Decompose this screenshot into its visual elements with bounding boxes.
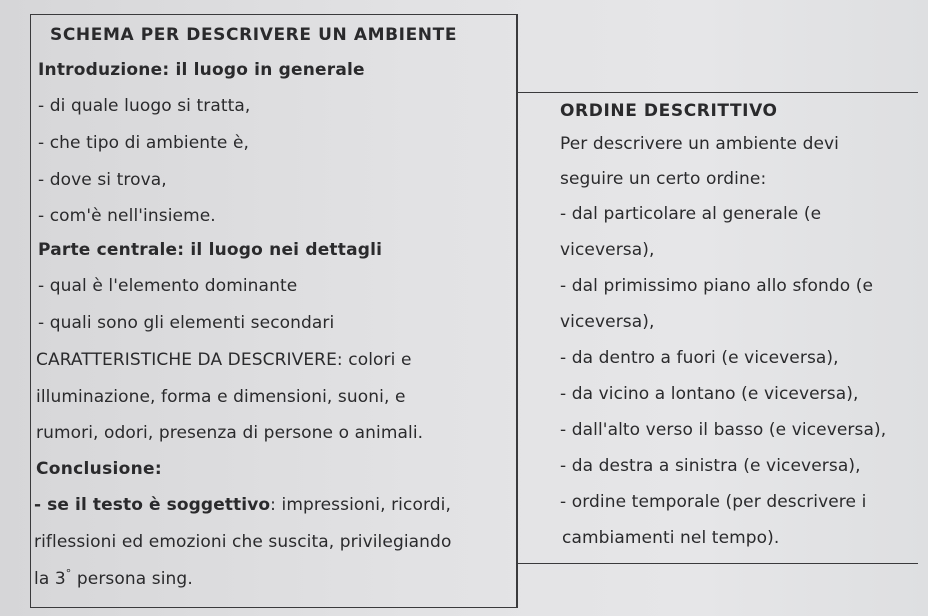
schema-title: SCHEMA PER DESCRIVERE UN AMBIENTE: [50, 25, 458, 45]
intro-heading: Introduzione: il luogo in generale: [38, 60, 365, 80]
ordine-title: ORDINE DESCRITTIVO: [560, 101, 778, 121]
conclusion-rest: : impressioni, ricordi,: [270, 495, 451, 515]
degree-symbol: °: [65, 567, 72, 580]
ordine-line: viceversa),: [560, 312, 655, 332]
conclusion-heading: Conclusione:: [36, 459, 162, 479]
conclusion-line: [34, 569, 193, 591]
intro-item: - di quale luogo si tratta,: [38, 96, 251, 116]
ordine-line: - da destra a sinistra (e viceversa),: [560, 456, 861, 476]
conclusion-line: riflessioni ed emozioni che suscita, privilegiando: [34, 532, 452, 552]
intro-item: - dove si trova,: [38, 170, 167, 190]
ordine-line: seguire un certo ordine:: [560, 169, 767, 189]
conclusion-bold: - se il testo è soggettivo: [34, 495, 271, 515]
central-item: - qual è l'elemento dominante: [38, 276, 298, 296]
conclusion-line: [34, 495, 451, 515]
conclusion-suffix: persona sing.: [71, 569, 193, 589]
central-heading: Parte centrale: il luogo nei dettagli: [38, 240, 383, 260]
ordine-line: - dal primissimo piano allo sfondo (e: [560, 276, 874, 296]
ordine-line: Per descrivere un ambiente devi: [560, 134, 840, 154]
ordine-line: - dal particolare al generale (e: [560, 204, 822, 224]
central-item: - quali sono gli elementi secondari: [38, 313, 335, 333]
ordine-line: - dall'alto verso il basso (e viceversa),: [560, 420, 887, 440]
ordine-line: - da dentro a fuori (e viceversa),: [560, 348, 839, 368]
characteristics-line: rumori, odori, presenza di persone o animali.: [36, 423, 424, 443]
characteristics-line: illuminazione, forma e dimensioni, suoni, e: [36, 387, 406, 407]
ordine-line: - ordine temporale (per descrivere i: [560, 492, 867, 512]
ordine-line: cambiamenti nel tempo).: [562, 528, 780, 548]
intro-item: - che tipo di ambiente è,: [38, 133, 250, 153]
ordine-line: - da vicino a lontano (e viceversa),: [560, 384, 859, 404]
ordine-line: viceversa),: [560, 240, 655, 260]
conclusion-prefix: la 3: [34, 569, 66, 589]
intro-item: - com'è nell'insieme.: [38, 206, 216, 226]
characteristics-line: CARATTERISTICHE DA DESCRIVERE: colori e: [36, 350, 412, 370]
